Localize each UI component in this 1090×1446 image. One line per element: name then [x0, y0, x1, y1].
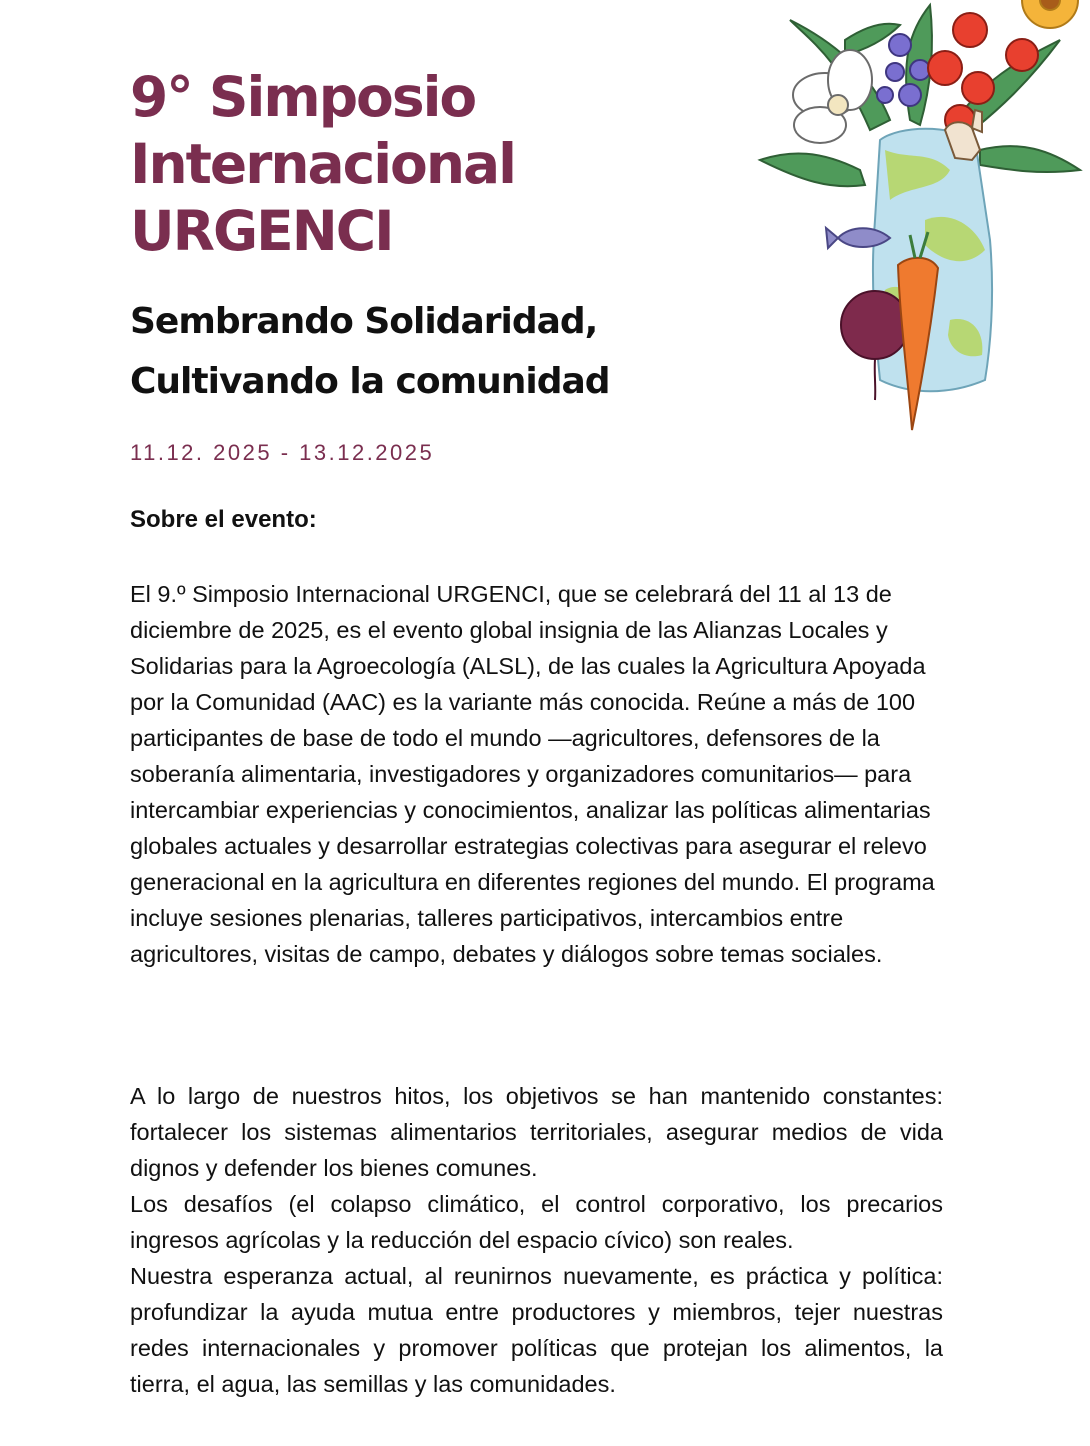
yellow-flower-icon [1022, 0, 1078, 28]
event-subtitle [130, 292, 730, 412]
paragraph-goals-sentence-2: Los desafíos (el colapso climático, el control corporativo, los precarios ingresos agrícolas y la reducción del espacio cívico) son reales. [130, 1191, 943, 1253]
event-subtitle-line-2: Cultivando la comunidad [130, 361, 610, 402]
paragraph-about: El 9.º Simposio Internacional URGENCI, que se celebrará del 11 al 13 de diciembre de 2025, es el evento global insignia de las Alianzas Locales y Solidarias para la Agroecología (ALSL), de las cuales la Agricultura Apoyada por la Comunidad (AAC) es la variante más conocida. Reúne a más de 100 participantes de base de todo el mundo —agricultores, defensores de la soberanía alimentaria, investigadores y organizadores comunitarios— para intercambiar experiencias y conocimientos, analizar las políticas alimentarias globales actuales y desarrollar estrategias colectivas para asegurar el relevo generacional en la agricultura en diferentes regiones del mundo. El programa incluye sesiones plenarias, talleres participativos, intercambios entre agricultores, visitas de campo, debates y diálogos sobre temas sociales. [130, 581, 935, 967]
event-title-line-1: 9° Simposio [130, 65, 476, 129]
event-title-line-3: URGENCI [130, 199, 393, 263]
paragraph-goals-sentence-3: Nuestra esperanza actual, al reunirnos nuevamente, es práctica y política: profundizar la ayuda mutua entre productores y miembros, tejer nuestras redes internacionales y promover políticas que protejan los alimentos, la tierra, el agua, las semillas y las comunidades. [130, 1263, 943, 1397]
paragraph-goals-sentence-1: A lo largo de nuestros hitos, los objetivos se han mantenido constantes: fortalecer los sistemas alimentarios territoriales, asegurar medios de vida dignos y defender los bienes comunes. [130, 1083, 943, 1181]
white-flower-icon [793, 50, 872, 143]
event-title-line-2: Internacional [130, 132, 515, 196]
bouquet-hand-illustration-icon [750, 0, 1090, 440]
event-subtitle-line-1: Sembrando Solidaridad, [130, 301, 598, 342]
section-heading: Sobre el evento: [130, 506, 317, 533]
event-title [130, 64, 690, 265]
paragraph-goals [130, 1078, 943, 1402]
event-dates: 11.12. 2025 - 13.12.2025 [130, 440, 435, 465]
